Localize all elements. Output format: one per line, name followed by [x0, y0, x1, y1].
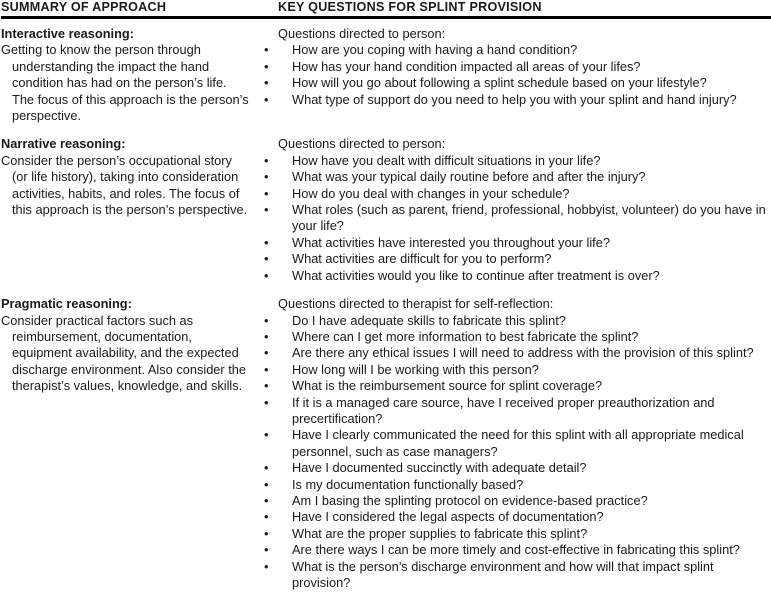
column-header-summary-of-approach: SUMMARY OF APPROACH — [1, 0, 167, 14]
question-item: • Are there ways I can be more timely and cost-effective in fabricating this splint? — [278, 542, 771, 558]
questions-cell — [278, 296, 771, 591]
approach-description: Getting to know the person through understanding the impact the hand condition has had on the person’s life. The focus of this approach is the person’s perspective. — [1, 42, 249, 124]
question-item: • How has your hand condition impacted all areas of your lifes? — [278, 59, 771, 75]
table-row — [1, 136, 771, 284]
question-item: • Have I considered the legal aspects of documentation? — [278, 509, 771, 525]
questions-cell — [278, 26, 771, 124]
question-item: • Have I documented succinctly with adequate detail? — [278, 460, 771, 476]
question-item: • What activities have interested you throughout your life? — [278, 235, 771, 251]
question-item: • Is my documentation functionally based? — [278, 477, 771, 493]
question-item: • What activities are difficult for you to perform? — [278, 251, 771, 267]
question-item: • How do you deal with changes in your schedule? — [278, 186, 771, 202]
question-item: • Have I clearly communicated the need for this splint with all appropriate medical personnel, such as case managers? — [278, 427, 771, 460]
questions-intro: Questions directed to therapist for self-reflection: — [278, 296, 554, 312]
question-item: • What are the proper supplies to fabricate this splint? — [278, 526, 771, 542]
question-item: • Are there any ethical issues I will need to address with the provision of this splint? — [278, 345, 771, 361]
question-item: • Where can I get more information to best fabricate the splint? — [278, 329, 771, 345]
table-body — [1, 26, 771, 591]
table-row — [1, 296, 771, 591]
question-item: • What is the reimbursement source for splint coverage? — [278, 378, 771, 394]
questions-intro: Questions directed to person: — [278, 136, 446, 152]
questions-list — [278, 153, 771, 284]
approach-description: Consider practical factors such as reimbursement, documentation, equipment availability, and the expected discharge environment. Also consider the therapist’s values, knowledge, and skills. — [1, 312, 247, 394]
approach-cell — [1, 296, 278, 591]
column-header-key-questions: KEY QUESTIONS FOR SPLINT PROVISION — [278, 0, 542, 14]
questions-list — [278, 313, 771, 592]
questions-list — [278, 42, 771, 108]
header-divider-rule — [1, 16, 771, 19]
approach-cell — [1, 26, 278, 124]
question-item: • How long will I be working with this person? — [278, 362, 771, 378]
question-item: • How have you dealt with difficult situations in your life? — [278, 153, 771, 169]
question-item: • What was your typical daily routine before and after the injury? — [278, 169, 771, 185]
question-item: • If it is a managed care source, have I received proper preauthorization and precertification? — [278, 395, 771, 428]
questions-intro: Questions directed to person: — [278, 26, 446, 41]
question-item: • What type of support do you need to help you with your splint and hand injury? — [278, 92, 771, 108]
table-header-row — [1, 1, 771, 14]
approach-description: Consider the person’s occupational story (or life history), taking into consideration activities, habits, and roles. The focus of this approach is the person’s perspective. — [1, 152, 248, 218]
approach-title: Narrative reasoning: — [1, 136, 126, 152]
question-item: • How will you go about following a splint schedule based on your lifestyle? — [278, 75, 771, 91]
approach-title: Pragmatic reasoning: — [1, 296, 132, 312]
question-item: • How are you coping with having a hand condition? — [278, 42, 771, 58]
question-item: • What is the person’s discharge environment and how will that impact splint provision? — [278, 559, 771, 592]
question-item: • Am I basing the splinting protocol on evidence-based practice? — [278, 493, 771, 509]
question-item: • Do I have adequate skills to fabricate this splint? — [278, 313, 771, 329]
question-item: • What activities would you like to continue after treatment is over? — [278, 268, 771, 284]
table-row — [1, 26, 771, 124]
approach-cell — [1, 136, 278, 284]
questions-cell — [278, 136, 771, 284]
question-item: • What roles (such as parent, friend, professional, hobbyist, volunteer) do you have in your life? — [278, 202, 771, 235]
approach-title: Interactive reasoning: — [1, 26, 134, 41]
